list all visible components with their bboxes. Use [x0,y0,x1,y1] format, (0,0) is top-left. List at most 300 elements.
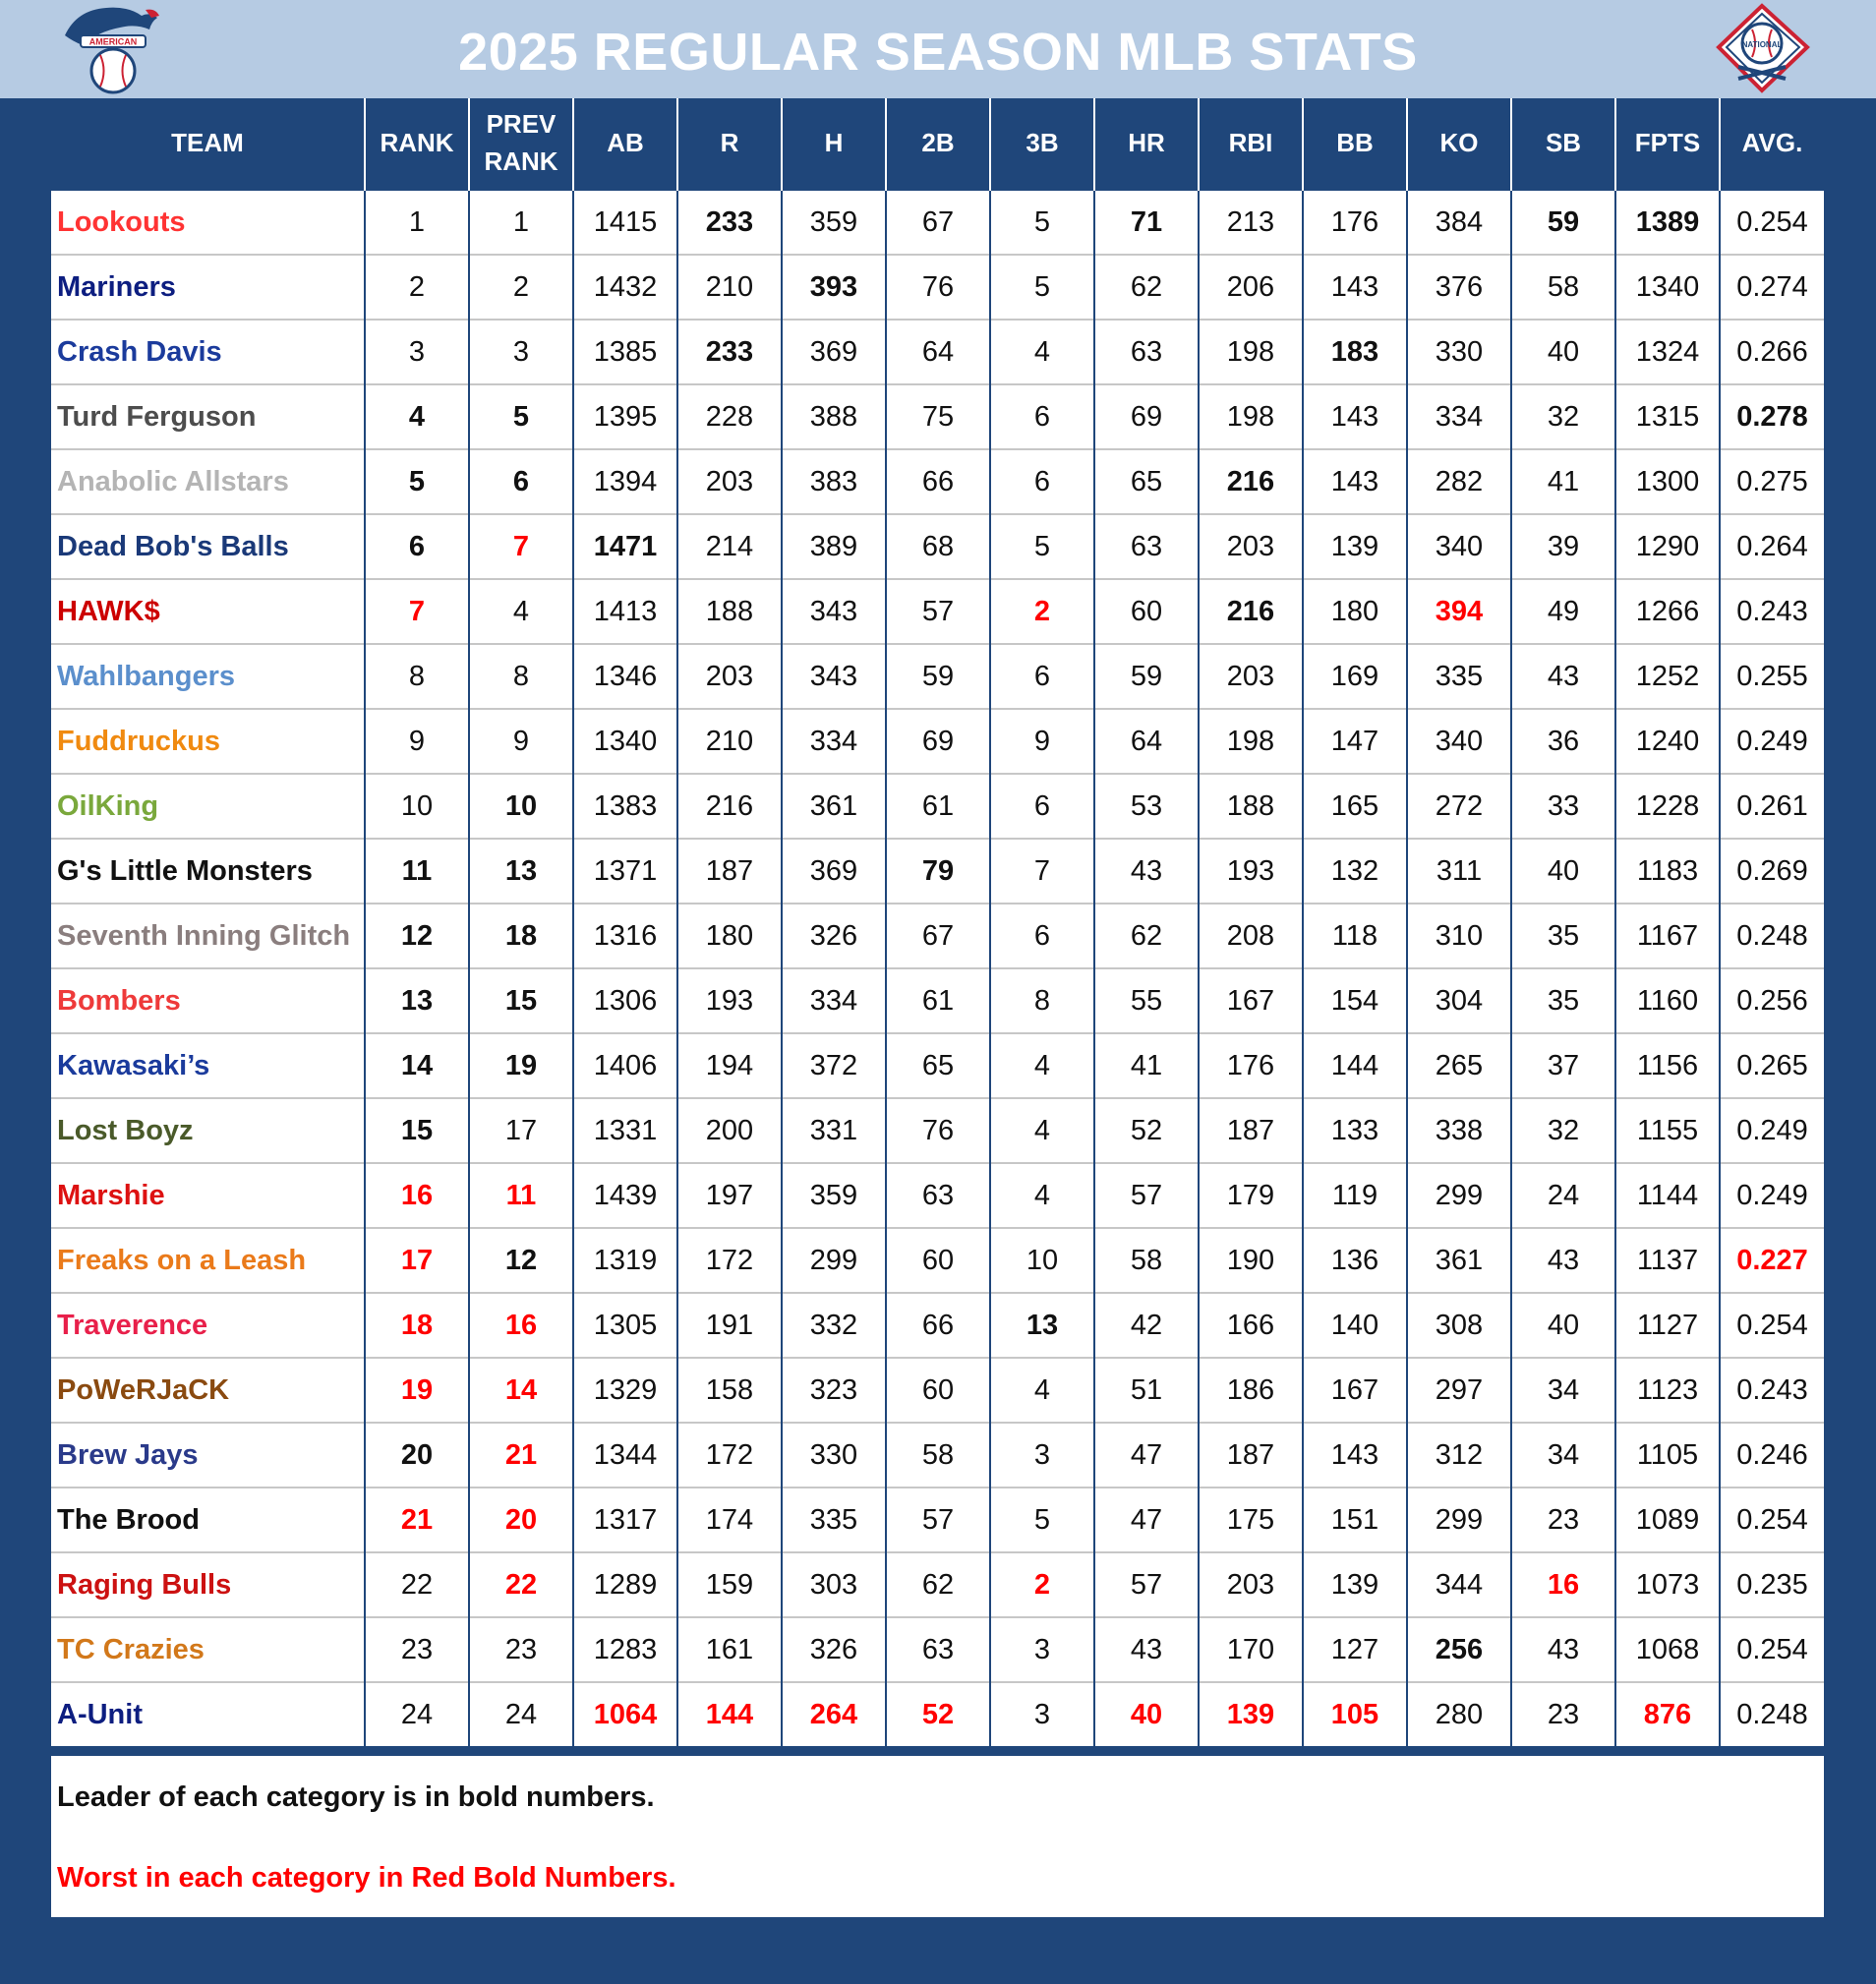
column-header: AB [573,98,677,190]
stat-cell: 139 [1303,1552,1407,1617]
team-name: Dead Bob's Balls [51,514,365,579]
stat-cell: 187 [677,839,782,904]
table-row [51,839,1824,904]
stat-cell: 47 [1094,1488,1199,1552]
stat-cell: 43 [1094,1617,1199,1682]
stat-cell: 24 [469,1682,573,1746]
stat-cell: 16 [365,1163,469,1228]
team-name: Crash Davis [51,320,365,384]
stat-cell: 40 [1511,1293,1615,1358]
stat-cell: 1329 [573,1358,677,1423]
stat-cell: 228 [677,384,782,449]
column-header: SB [1511,98,1615,190]
stat-cell: 165 [1303,774,1407,839]
stat-cell: 1324 [1615,320,1720,384]
stat-cell: 20 [469,1488,573,1552]
stat-cell: 203 [1199,644,1303,709]
stat-cell: 23 [1511,1682,1615,1746]
stat-cell: 216 [677,774,782,839]
stat-cell: 11 [365,839,469,904]
stat-cell: 376 [1407,255,1511,320]
stat-cell: 3 [469,320,573,384]
stat-cell: 369 [782,320,886,384]
stat-cell: 10 [365,774,469,839]
stat-cell: 51 [1094,1358,1199,1423]
stat-cell: 49 [1511,579,1615,644]
stat-cell: 1068 [1615,1617,1720,1682]
stat-cell: 331 [782,1098,886,1163]
table-row [51,1488,1824,1552]
stat-cell: 57 [886,579,990,644]
team-name: Bombers [51,968,365,1033]
stat-cell: 1105 [1615,1423,1720,1488]
column-header: PREV RANK [469,98,573,190]
stat-cell: 203 [677,644,782,709]
column-header: FPTS [1615,98,1720,190]
table-row [51,579,1824,644]
stat-cell: 66 [886,449,990,514]
stat-cell: 119 [1303,1163,1407,1228]
stat-cell: 1290 [1615,514,1720,579]
stat-cell: 4 [990,1163,1094,1228]
stat-cell: 183 [1303,320,1407,384]
stats-table [51,98,1824,1746]
stat-cell: 170 [1199,1617,1303,1682]
stat-cell: 172 [677,1423,782,1488]
stat-cell: 1315 [1615,384,1720,449]
table-row [51,1293,1824,1358]
stat-cell: 1167 [1615,904,1720,968]
stat-cell: 63 [886,1163,990,1228]
stat-cell: 47 [1094,1423,1199,1488]
stat-cell: 1155 [1615,1098,1720,1163]
column-header: RBI [1199,98,1303,190]
stat-cell: 61 [886,774,990,839]
header-row [51,98,1824,190]
stat-cell: 64 [886,320,990,384]
stat-cell: 9 [469,709,573,774]
stat-cell: 13 [469,839,573,904]
stat-cell: 6 [365,514,469,579]
stat-cell: 79 [886,839,990,904]
stat-cell: 14 [365,1033,469,1098]
stat-cell: 9 [990,709,1094,774]
stat-cell: 75 [886,384,990,449]
team-name: Seventh Inning Glitch [51,904,365,968]
stat-cell: 21 [365,1488,469,1552]
team-name: Kawasaki’s [51,1033,365,1098]
stat-cell: 17 [365,1228,469,1293]
stat-cell: 64 [1094,709,1199,774]
stat-cell: 60 [886,1358,990,1423]
stat-cell: 18 [365,1293,469,1358]
stat-cell: 1385 [573,320,677,384]
stat-cell: 1064 [573,1682,677,1746]
stat-cell: 264 [782,1682,886,1746]
stat-cell: 0.249 [1720,709,1824,774]
stat-cell: 65 [1094,449,1199,514]
stat-cell: 105 [1303,1682,1407,1746]
stat-cell: 0.254 [1720,1488,1824,1552]
table-row [51,968,1824,1033]
stat-cell: 60 [886,1228,990,1293]
stat-cell: 23 [1511,1488,1615,1552]
team-name: Turd Ferguson [51,384,365,449]
stat-cell: 13 [365,968,469,1033]
stat-cell: 0.265 [1720,1033,1824,1098]
stat-cell: 127 [1303,1617,1407,1682]
stat-cell: 203 [1199,1552,1303,1617]
stat-cell: 216 [1199,449,1303,514]
stat-cell: 280 [1407,1682,1511,1746]
stat-cell: 194 [677,1033,782,1098]
stat-cell: 1406 [573,1033,677,1098]
stat-cell: 63 [886,1617,990,1682]
stat-cell: 68 [886,514,990,579]
stat-cell: 216 [1199,579,1303,644]
stat-cell: 332 [782,1293,886,1358]
stat-cell: 312 [1407,1423,1511,1488]
stat-cell: 0.248 [1720,1682,1824,1746]
stat-cell: 303 [782,1552,886,1617]
stat-cell: 1 [469,190,573,255]
stat-cell: 58 [1511,255,1615,320]
stat-cell: 265 [1407,1033,1511,1098]
stat-cell: 4 [990,1033,1094,1098]
stat-cell: 1415 [573,190,677,255]
stat-cell: 143 [1303,255,1407,320]
stat-cell: 67 [886,190,990,255]
stat-cell: 40 [1511,320,1615,384]
stat-cell: 11 [469,1163,573,1228]
stat-cell: 326 [782,904,886,968]
team-name: A-Unit [51,1682,365,1746]
table-row [51,709,1824,774]
team-name: G's Little Monsters [51,839,365,904]
stat-cell: 10 [469,774,573,839]
stat-cell: 297 [1407,1358,1511,1423]
stat-cell: 3 [990,1423,1094,1488]
stat-cell: 71 [1094,190,1199,255]
stat-cell: 151 [1303,1488,1407,1552]
stat-cell: 143 [1303,1423,1407,1488]
stat-cell: 139 [1199,1682,1303,1746]
stat-cell: 76 [886,255,990,320]
stat-cell: 57 [886,1488,990,1552]
stat-cell: 1089 [1615,1488,1720,1552]
stat-cell: 198 [1199,709,1303,774]
stat-cell: 0.261 [1720,774,1824,839]
stat-cell: 143 [1303,449,1407,514]
stat-cell: 4 [990,320,1094,384]
table-row [51,384,1824,449]
stat-cell: 58 [1094,1228,1199,1293]
stat-cell: 1300 [1615,449,1720,514]
stat-cell: 334 [1407,384,1511,449]
stat-cell: 180 [677,904,782,968]
stat-cell: 361 [1407,1228,1511,1293]
column-header: 3B [990,98,1094,190]
stat-cell: 193 [1199,839,1303,904]
stat-cell: 57 [1094,1163,1199,1228]
stat-cell: 9 [365,709,469,774]
stat-cell: 1160 [1615,968,1720,1033]
stat-cell: 6 [990,384,1094,449]
stat-cell: 0.254 [1720,1293,1824,1358]
stat-cell: 2 [990,1552,1094,1617]
stat-cell: 6 [469,449,573,514]
stat-cell: 1413 [573,579,677,644]
stat-cell: 144 [677,1682,782,1746]
stat-cell: 299 [782,1228,886,1293]
stat-cell: 39 [1511,514,1615,579]
table-row [51,644,1824,709]
stat-cell: 5 [990,190,1094,255]
table-row [51,1358,1824,1423]
column-header: RANK [365,98,469,190]
stat-cell: 330 [1407,320,1511,384]
stat-cell: 1316 [573,904,677,968]
national-league-logo [1711,2,1814,96]
stat-cell: 3 [365,320,469,384]
stat-cell: 369 [782,839,886,904]
stat-cell: 23 [365,1617,469,1682]
stat-cell: 62 [1094,904,1199,968]
stat-cell: 4 [365,384,469,449]
stat-cell: 1340 [573,709,677,774]
stat-cell: 5 [990,514,1094,579]
stat-cell: 34 [1511,1423,1615,1488]
page-title: 2025 REGULAR SEASON MLB STATS [458,23,1418,82]
team-name: HAWK$ [51,579,365,644]
stat-cell: 144 [1303,1033,1407,1098]
stat-cell: 66 [886,1293,990,1358]
team-name: Fuddruckus [51,709,365,774]
stat-cell: 76 [886,1098,990,1163]
table-row [51,1617,1824,1682]
stat-cell: 35 [1511,904,1615,968]
stat-cell: 57 [1094,1552,1199,1617]
stat-cell: 1228 [1615,774,1720,839]
stat-cell: 256 [1407,1617,1511,1682]
stat-cell: 6 [990,644,1094,709]
stat-cell: 190 [1199,1228,1303,1293]
stat-cell: 139 [1303,514,1407,579]
table-row [51,1682,1824,1746]
table-row [51,190,1824,255]
stat-cell: 200 [677,1098,782,1163]
table-row [51,1163,1824,1228]
stat-cell: 52 [1094,1098,1199,1163]
stat-cell: 393 [782,255,886,320]
stat-cell: 335 [782,1488,886,1552]
stat-cell: 330 [782,1423,886,1488]
stat-cell: 0.275 [1720,449,1824,514]
stat-cell: 334 [782,709,886,774]
team-name: Freaks on a Leash [51,1228,365,1293]
stat-cell: 326 [782,1617,886,1682]
stat-cell: 63 [1094,514,1199,579]
stat-cell: 1344 [573,1423,677,1488]
stat-cell: 62 [886,1552,990,1617]
stat-cell: 0.274 [1720,255,1824,320]
stat-cell: 12 [365,904,469,968]
team-name: Wahlbangers [51,644,365,709]
stat-cell: 389 [782,514,886,579]
table-row [51,1228,1824,1293]
stat-cell: 180 [1303,579,1407,644]
stat-cell: 198 [1199,384,1303,449]
stat-cell: 335 [1407,644,1511,709]
stat-cell: 169 [1303,644,1407,709]
stat-cell: 0.256 [1720,968,1824,1033]
stat-cell: 214 [677,514,782,579]
team-name: OilKing [51,774,365,839]
stat-cell: 338 [1407,1098,1511,1163]
legend-notes [51,1756,1824,1917]
stat-cell: 1289 [573,1552,677,1617]
stat-cell: 2 [365,255,469,320]
table-row [51,904,1824,968]
stat-cell: 133 [1303,1098,1407,1163]
column-header: HR [1094,98,1199,190]
stat-cell: 55 [1094,968,1199,1033]
stat-cell: 40 [1511,839,1615,904]
stat-cell: 154 [1303,968,1407,1033]
stat-cell: 0.243 [1720,579,1824,644]
stat-cell: 0.248 [1720,904,1824,968]
stat-cell: 41 [1511,449,1615,514]
stat-cell: 4 [469,579,573,644]
stat-cell: 359 [782,190,886,255]
stat-cell: 334 [782,968,886,1033]
table-row [51,1552,1824,1617]
column-header: R [677,98,782,190]
stat-cell: 5 [469,384,573,449]
stat-cell: 311 [1407,839,1511,904]
stat-cell: 132 [1303,839,1407,904]
table-row [51,320,1824,384]
stat-cell: 0.249 [1720,1098,1824,1163]
worst-note: Worst in each category in Red Bold Numbers. [57,1862,676,1894]
stat-cell: 37 [1511,1033,1615,1098]
stat-cell: 147 [1303,709,1407,774]
stat-cell: 33 [1511,774,1615,839]
stat-cell: 191 [677,1293,782,1358]
team-name: Brew Jays [51,1423,365,1488]
stat-cell: 5 [365,449,469,514]
team-name: PoWeRJaCK [51,1358,365,1423]
stat-cell: 43 [1094,839,1199,904]
stat-cell: 206 [1199,255,1303,320]
stat-cell: 0.269 [1720,839,1824,904]
stat-cell: 233 [677,190,782,255]
stat-cell: 0.243 [1720,1358,1824,1423]
table-row [51,255,1824,320]
stat-cell: 23 [469,1617,573,1682]
stat-cell: 172 [677,1228,782,1293]
stat-cell: 0.254 [1720,1617,1824,1682]
stat-cell: 15 [469,968,573,1033]
stat-cell: 18 [469,904,573,968]
stat-cell: 344 [1407,1552,1511,1617]
stat-cell: 304 [1407,968,1511,1033]
stat-cell: 1144 [1615,1163,1720,1228]
stat-cell: 876 [1615,1682,1720,1746]
table-row [51,774,1824,839]
stat-cell: 43 [1511,644,1615,709]
stat-cell: 0.264 [1720,514,1824,579]
stat-cell: 1346 [573,644,677,709]
stat-cell: 161 [677,1617,782,1682]
team-name: The Brood [51,1488,365,1552]
stat-cell: 6 [990,774,1094,839]
column-header: 2B [886,98,990,190]
stat-cell: 233 [677,320,782,384]
stat-cell: 35 [1511,968,1615,1033]
stat-cell: 118 [1303,904,1407,968]
stat-cell: 1183 [1615,839,1720,904]
stat-cell: 210 [677,709,782,774]
stat-cell: 299 [1407,1488,1511,1552]
team-name: Lookouts [51,190,365,255]
american-logo-text: AMERICAN [88,36,138,47]
stat-cell: 188 [677,579,782,644]
stat-cell: 159 [677,1552,782,1617]
stat-cell: 4 [990,1358,1094,1423]
stat-cell: 308 [1407,1293,1511,1358]
stat-cell: 12 [469,1228,573,1293]
stat-cell: 176 [1303,190,1407,255]
stat-cell: 167 [1199,968,1303,1033]
team-name: Raging Bulls [51,1552,365,1617]
stat-cell: 166 [1199,1293,1303,1358]
stat-cell: 53 [1094,774,1199,839]
stat-cell: 6 [990,449,1094,514]
team-name: Anabolic Allstars [51,449,365,514]
stat-cell: 140 [1303,1293,1407,1358]
table-body [51,190,1824,1746]
stat-cell: 179 [1199,1163,1303,1228]
stat-cell: 3 [990,1617,1094,1682]
stat-cell: 143 [1303,384,1407,449]
stat-cell: 1471 [573,514,677,579]
stat-cell: 19 [469,1033,573,1098]
stat-cell: 19 [365,1358,469,1423]
stat-cell: 1137 [1615,1228,1720,1293]
stat-cell: 0.255 [1720,644,1824,709]
stat-cell: 32 [1511,1098,1615,1163]
column-header: BB [1303,98,1407,190]
stat-cell: 36 [1511,709,1615,774]
stat-cell: 21 [469,1423,573,1488]
stat-cell: 1439 [573,1163,677,1228]
stat-cell: 1394 [573,449,677,514]
stat-cell: 13 [990,1293,1094,1358]
stat-cell: 1266 [1615,579,1720,644]
national-logo-text: NATIONAL [1741,40,1783,49]
stat-cell: 15 [365,1098,469,1163]
table-row [51,1033,1824,1098]
stat-cell: 4 [990,1098,1094,1163]
stat-cell: 3 [990,1682,1094,1746]
stat-cell: 5 [990,1488,1094,1552]
column-header: TEAM [51,98,365,190]
stat-cell: 203 [1199,514,1303,579]
column-header: AVG. [1720,98,1824,190]
stat-cell: 359 [782,1163,886,1228]
stat-cell: 41 [1094,1033,1199,1098]
